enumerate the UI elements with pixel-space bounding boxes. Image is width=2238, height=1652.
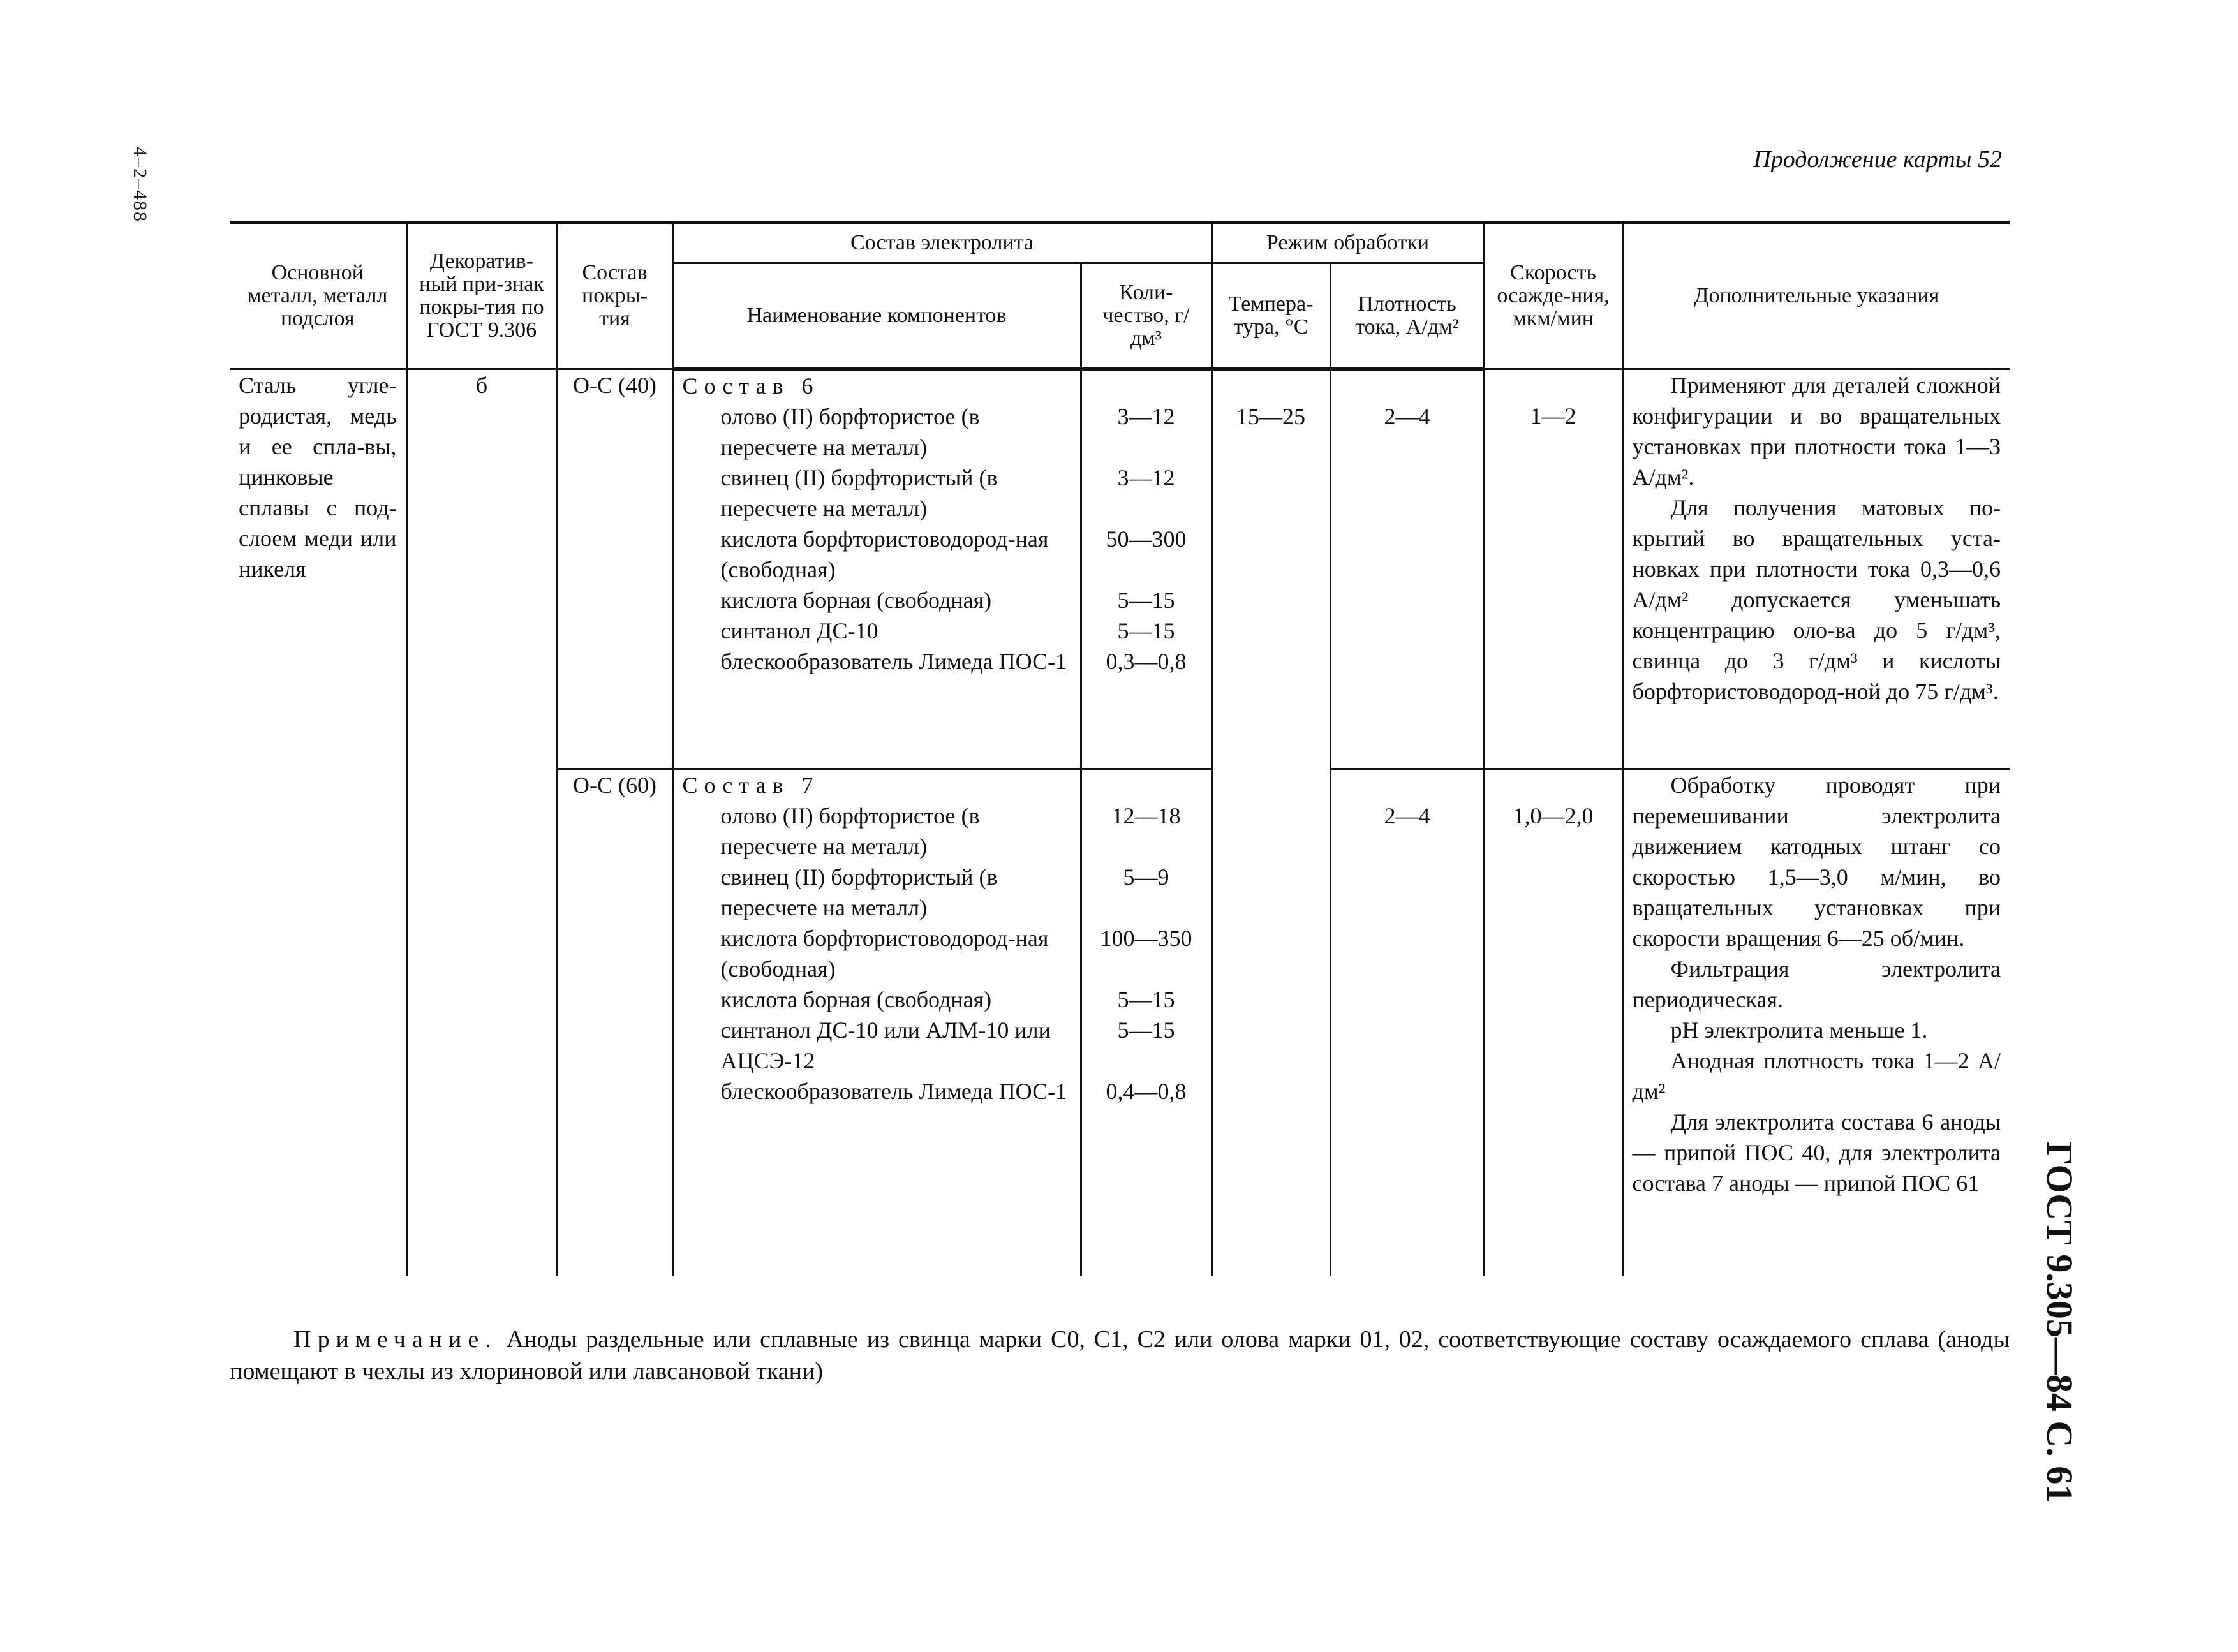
process-table bbox=[230, 221, 2010, 1276]
composition-title: Состав 6 bbox=[682, 373, 820, 399]
quantity-value: 50—300 bbox=[1106, 526, 1187, 552]
header-density: Плотность тока, А/дм² bbox=[1330, 263, 1484, 369]
component-item: кислота борная (свободная) bbox=[720, 587, 992, 613]
quantity-value: 5—15 bbox=[1117, 1017, 1175, 1043]
speed-cell bbox=[1484, 369, 1622, 769]
note-paragraph: Для электролита состава 6 аноды — припой ПОС 40, для электролита состава 7 аноды — припой ПОС 61 bbox=[1632, 1109, 2001, 1196]
quantity-value: 5—9 bbox=[1123, 864, 1169, 890]
component-item: кислота борная (свободная) bbox=[720, 986, 992, 1012]
continuation-label: Продолжение карты 52 bbox=[1753, 146, 2002, 173]
footnote bbox=[230, 1324, 2010, 1387]
component-item: свинец (II) борфтористый (в пересчете на металл) bbox=[720, 465, 998, 521]
quantity-value: 5—15 bbox=[1117, 587, 1175, 613]
component-item: синтанол ДС-10 или АЛМ-10 или АЦСЭ-12 bbox=[720, 1017, 1051, 1073]
quantity-value: 0,4—0,8 bbox=[1106, 1078, 1187, 1104]
quantity-cell bbox=[1081, 369, 1212, 769]
coating-cell: О-С (60) bbox=[557, 769, 672, 1276]
density-cell bbox=[1330, 769, 1484, 1276]
quantity-value: 5—15 bbox=[1117, 618, 1175, 644]
component-item: кислота борфтористоводород-ная (свободная) bbox=[720, 526, 1049, 582]
speed-cell bbox=[1484, 769, 1622, 1276]
component-item: олово (II) борфтористое (в пересчете на металл) bbox=[720, 404, 980, 460]
components-cell bbox=[672, 369, 1081, 769]
components-cell bbox=[672, 769, 1081, 1276]
page-code: 4–2–488 bbox=[130, 147, 151, 223]
quantity-cell bbox=[1081, 769, 1212, 1276]
component-item: кислота борфтористоводород-ная (свободная) bbox=[720, 925, 1049, 982]
footnote-label: Примечание. bbox=[293, 1326, 498, 1353]
table-row bbox=[230, 369, 2010, 769]
notes-cell bbox=[1622, 369, 2010, 769]
density-value: 2—4 bbox=[1384, 404, 1430, 429]
component-item: олово (II) борфтористое (в пересчете на металл) bbox=[720, 802, 980, 859]
note-paragraph: Обработку проводят при перемешивании электролита движением катодных штанг со скоростью 1,5—3,0 м/мин, во вращательных установках при скорости вращения 6—25 об/мин. bbox=[1632, 772, 2001, 951]
note-paragraph: Для получения матовых по-крытий во вращательных уста-новках при плотности тока 0,3—0,6 А/дм² допускается уменьшать концентрацию оло-ва до 5 г/дм³, свинца до 3 г/дм³ и кислоты борфтористоводород-ной до 75 г/дм³. bbox=[1632, 495, 2001, 704]
component-item: блескообразователь Лимеда ПОС-1 bbox=[720, 649, 1067, 674]
quantity-value: 12—18 bbox=[1111, 802, 1181, 829]
header-mode: Режим обработки bbox=[1212, 223, 1484, 263]
notes-cell bbox=[1622, 769, 2010, 1276]
base-metal-cell: Сталь угле-родистая, медь и ее спла-вы, цинковые сплавы с под-слоем меди или никеля bbox=[230, 369, 406, 1276]
header-components: Наименование компонентов bbox=[672, 263, 1081, 369]
quantity-value: 3—12 bbox=[1117, 404, 1175, 429]
temperature-value: 15—25 bbox=[1236, 404, 1305, 429]
header-coating: Состав покры-тия bbox=[557, 223, 672, 369]
standard-page-label: ГОСТ 9.305—84 С. 61 bbox=[2039, 1142, 2080, 1503]
density-cell bbox=[1330, 369, 1484, 769]
quantity-value: 100—350 bbox=[1100, 925, 1192, 951]
quantity-value: 3—12 bbox=[1117, 465, 1175, 490]
note-paragraph: рН электролита меньше 1. bbox=[1670, 1017, 1928, 1043]
header-decorative: Декоратив-ный при-знак покры-тия по ГОСТ 9.306 bbox=[406, 223, 557, 369]
header-electrolyte: Состав электролита bbox=[672, 223, 1212, 263]
note-paragraph: Применяют для деталей сложной конфигурации и во вращательных установках при плотности тока 1—3 А/дм². bbox=[1632, 372, 2001, 490]
header-speed: Скорость осажде-ния, мкм/мин bbox=[1484, 223, 1622, 369]
speed-value: 1—2 bbox=[1530, 403, 1576, 429]
decorative-cell: б bbox=[406, 369, 557, 1276]
footnote-text: Аноды раздельные или сплавные из свинца марки С0, С1, С2 или олова марки 01, 02, соответствующие составу осаждаемого сплава (аноды помещают в чехлы из хлориновой или лавсановой ткани) bbox=[230, 1326, 2010, 1385]
quantity-value: 0,3—0,8 bbox=[1106, 649, 1187, 674]
composition-title: Состав 7 bbox=[682, 772, 820, 798]
header-base-metal: Основной металл, металл подслоя bbox=[230, 223, 406, 369]
header-temperature: Темпера-тура, °С bbox=[1212, 263, 1330, 369]
component-item: блескообразователь Лимеда ПОС-1 bbox=[720, 1078, 1067, 1104]
density-value: 2—4 bbox=[1384, 802, 1430, 829]
header-notes: Дополнительные указания bbox=[1622, 223, 2010, 369]
temperature-cell bbox=[1212, 369, 1330, 1276]
note-paragraph: Анодная плотность тока 1—2 А/дм² bbox=[1632, 1047, 2001, 1104]
quantity-value: 5—15 bbox=[1117, 986, 1175, 1012]
component-item: свинец (II) борфтористый (в пересчете на металл) bbox=[720, 864, 998, 920]
component-item: синтанол ДС-10 bbox=[720, 618, 878, 644]
coating-cell: О-С (40) bbox=[557, 369, 672, 769]
header-quantity: Коли-чество, г/дм³ bbox=[1081, 263, 1212, 369]
speed-value: 1,0—2,0 bbox=[1513, 802, 1594, 829]
note-paragraph: Фильтрация электролита периодическая. bbox=[1632, 955, 2001, 1012]
